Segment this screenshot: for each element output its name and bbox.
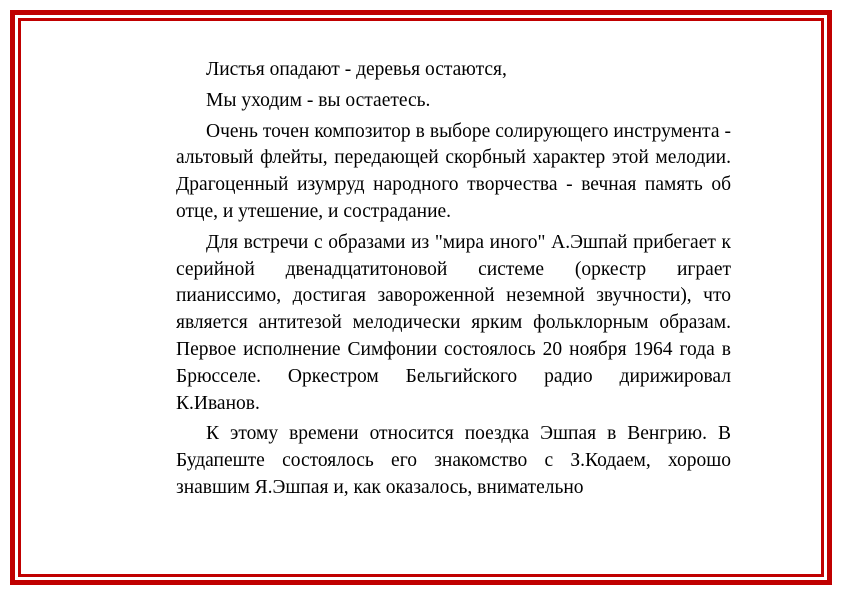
paragraph-hungary-trip: К этому времени относится поездка Эшпая в Венгрию. В Будапеште состоялось его знакомство с З.Кодаем, хорошо знавшим Я.Эшпая и, как оказалось, внимательно [176,423,731,498]
poem-line-1: Листья опадают - деревья остаются, [206,59,507,80]
paragraph-serial-system: Для встречи с образами из "мира иного" А.Эшпай прибегает к серийной двенадцатитоновой системе (оркестр играет пианиссимо, достигая завороженной неземной звучности), что является антитезой мелодически ярким фольклорным образам. Первое исполнение Симфонии состоялось 20 ноября 1964 года в Брюсселе. Оркестром Бельгийского радио дирижировал К.Иванов. [176,231,731,414]
poem-line-2: Мы уходим - вы остаетесь. [206,89,431,111]
paragraph-composer-instrument: Очень точен композитор в выборе солирующего инструмента - альтовый флейты, передающей скорбный характер этой мелодии. Драгоценный изумруд народного творчества - вечная память об отце, и утешение, и сострадание. [176,120,731,222]
text-body [176,57,731,506]
